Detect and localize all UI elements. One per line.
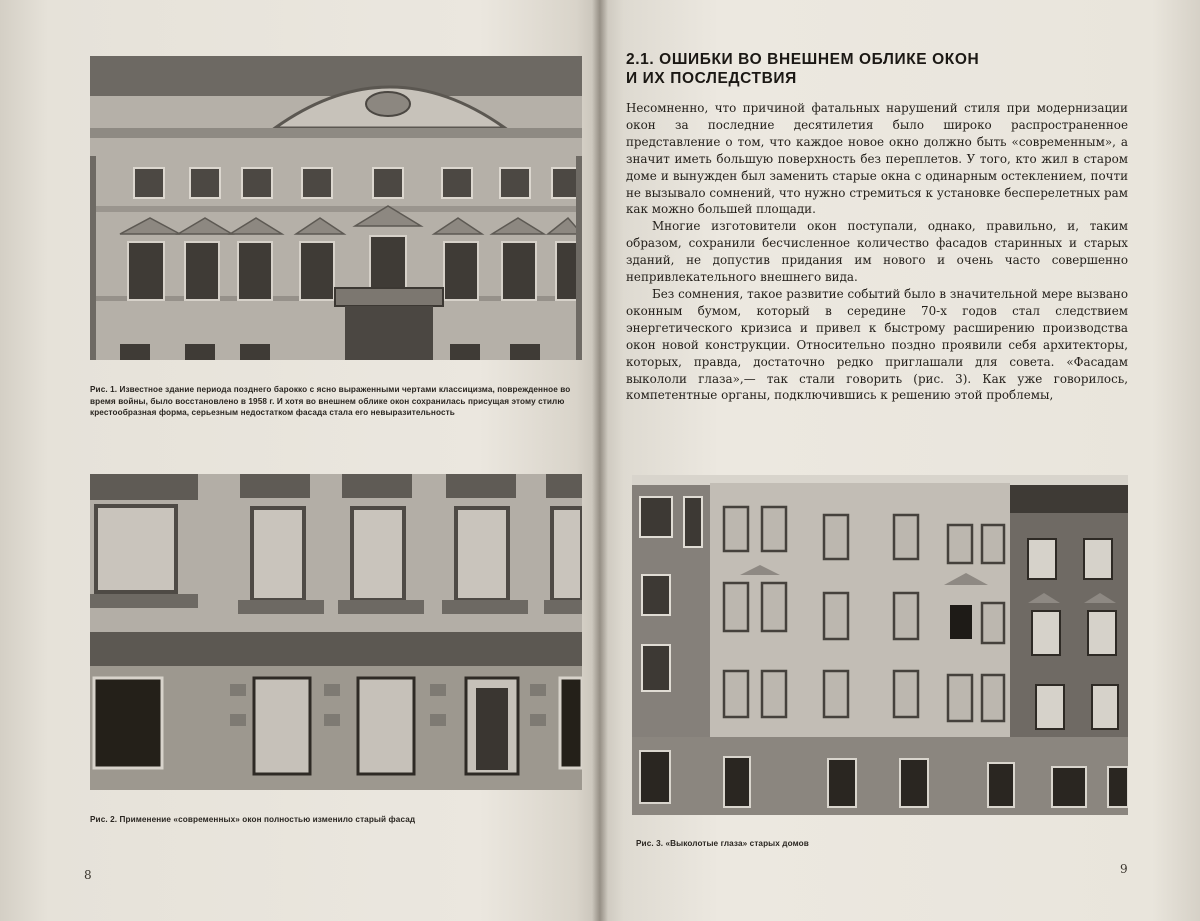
paragraph-2: Многие изготовители окон поступали, однако, правильно, и, таким образом, сохранили бесчисленное количество фасадов старинных и старых зданий, не допустив придания им нового и очень часто совершенно непривлекательного внешнего вида. [626, 219, 1128, 285]
figure-2-photo [90, 474, 582, 790]
paragraph-1: Несомненно, что причиной фатальных нарушений стиля при модернизации окон за последние десятилетия было широко распространенное представление о том, что каждое новое окно должно быть «современным», а значит иметь большую поверхность без переплетов. У того, кто жил в старом доме и вынужден был заменить старые окна с одинарным остеклением, почти не вызывало сомнений, что нужно стремиться к установке бесперелетных рам как можно большей площади. [626, 101, 1128, 217]
section-heading-line-1: 2.1. ОШИБКИ ВО ВНЕШНЕМ ОБЛИКЕ ОКОН [626, 51, 980, 68]
book-gutter [592, 0, 608, 921]
figure-3-caption-text: Рис. 3. «Выколотые глаза» старых домов [636, 839, 809, 848]
figure-3-photo [632, 475, 1128, 815]
figure-2-caption [90, 814, 582, 826]
figure-3-caption [636, 838, 1132, 850]
figure-1-photo [90, 56, 582, 360]
figure-1-caption-text: Рис. 1. Известное здание периода позднего барокко с ясно выраженными чертами классицизма, поврежденное во время войны, было восстановлено в 1958 г. И хотя во внешнем облике окон сохранилась присущая этому стилю крестообразная форма, серьезным недостатком фасада стала его невыразительность [90, 385, 571, 417]
body-text [626, 100, 1128, 404]
page-number-left: 8 [84, 868, 92, 882]
section-heading-line-2: И ИХ ПОСЛЕДСТВИЯ [626, 70, 797, 87]
paragraph-3: Без сомнения, такое развитие событий было в значительной мере вызвано оконным бумом, который в середине 70-х годов стал следствием энергетического кризиса и привел к быстрому расширению производства окон новой конструкции. Относительно поздно проявили себя архитекторы, которых, правда, достаточно редко приглашали для совета. «Фасадам выкололи глаза»,— так стали говорить (рис. 3). Как уже говорилось, компетентные органы, подключившись к решению этой проблемы, [626, 286, 1128, 403]
section-heading [626, 50, 1146, 88]
figure-2-caption-text: Рис. 2. Применение «современных» окон полностью изменило старый фасад [90, 815, 416, 824]
figure-1-caption [90, 384, 582, 419]
page-number-right: 9 [1120, 862, 1128, 876]
